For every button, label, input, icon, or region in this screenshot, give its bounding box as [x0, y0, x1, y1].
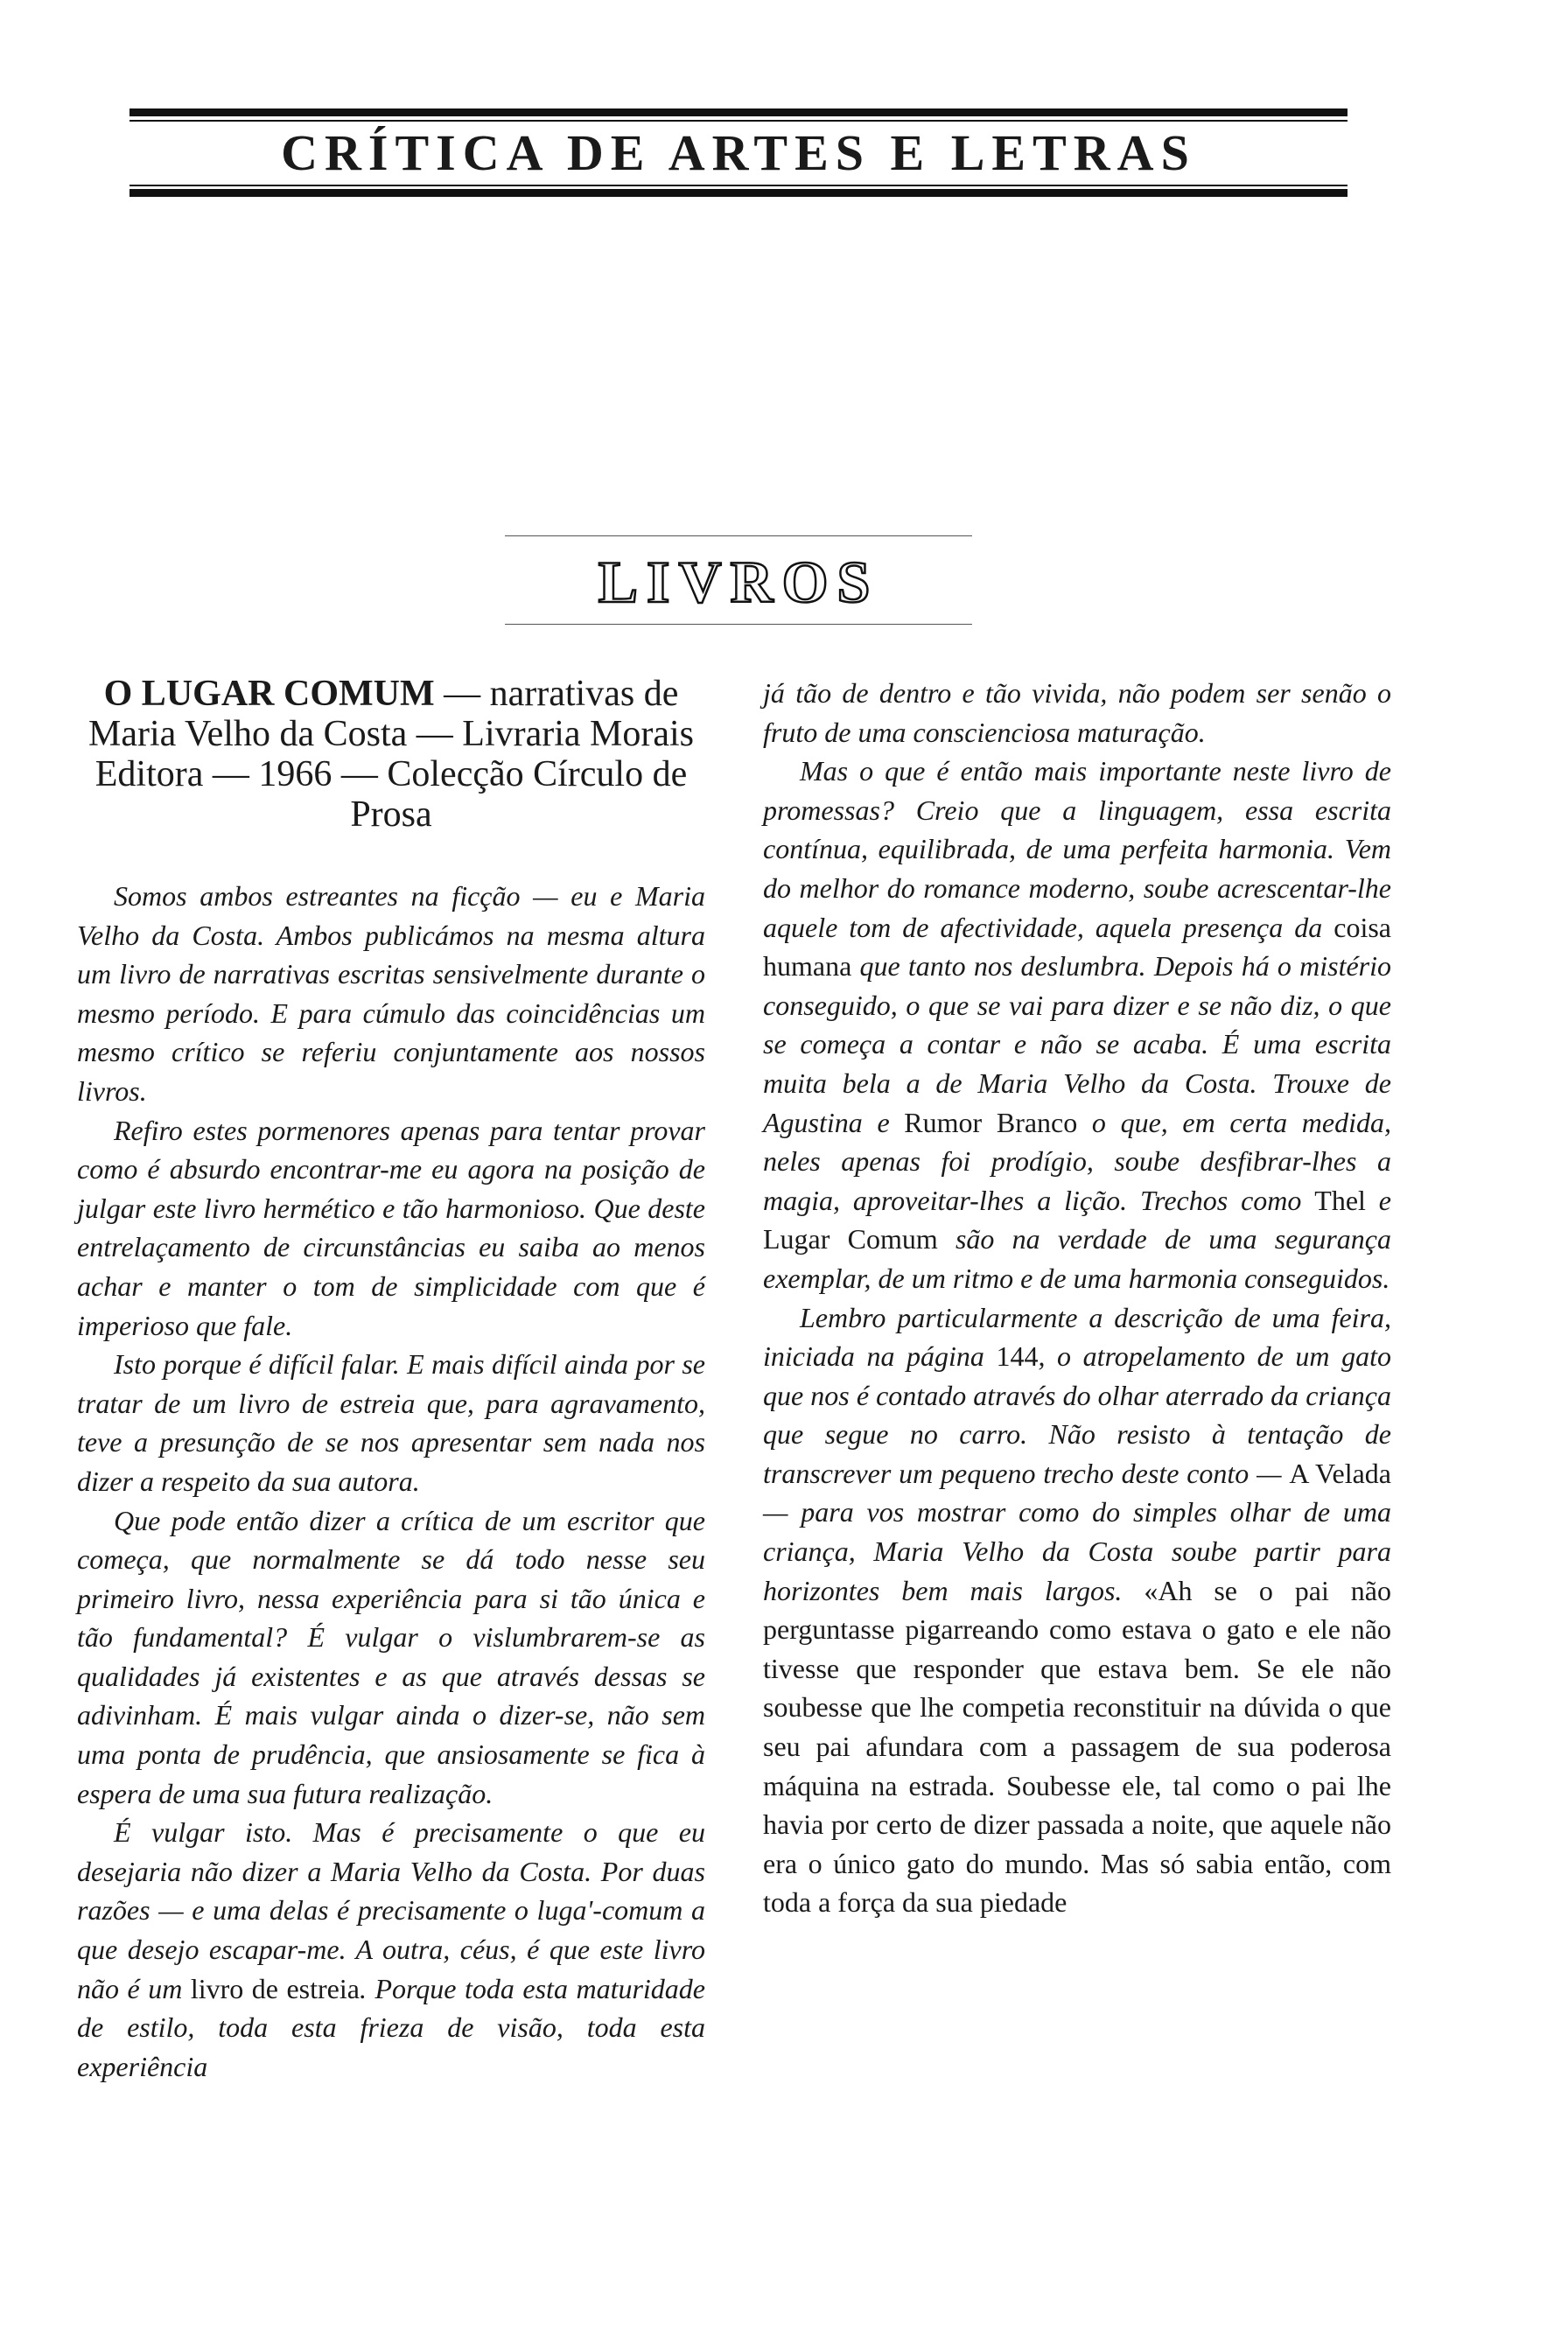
- right-column: [763, 674, 1391, 1922]
- text-run: são na verdade de uma segurança exemplar, de um ritmo e de uma harmonia conseguidos.: [763, 1223, 1392, 1294]
- text-run-roman: A Velada: [1289, 1457, 1392, 1489]
- paragraph: [77, 1813, 705, 2086]
- text-run: É vulgar isto. Mas é precisamente o que eu desejaria não dizer a Maria Velho da Costa. Por duas razões — e uma delas é precisamente o luga'-comum a que desejo escapar-me. A outra, céus, é que este livro não é um: [77, 1816, 705, 2004]
- text-run: Lembro particularmente a descrição de uma feira, iniciada na página: [763, 1301, 1391, 1373]
- text-run: o que, em certa medida, neles apenas foi prodígio, soube desfibrar-lhes a magia, aproveitar-lhes a lição. Trechos como: [763, 1106, 1391, 1216]
- paragraph: [763, 1298, 1391, 1923]
- masthead-rule-top-thin: [130, 120, 1348, 122]
- section-rule-bottom: [505, 624, 972, 625]
- text-run-roman: Lugar Comum: [763, 1223, 938, 1255]
- paragraph: já tão de dentro e tão vivida, não podem ser senão o fruto de uma conscienciosa maturação.: [763, 677, 1391, 748]
- text-run: Mas o que é então mais importante neste livro de promessas? Creio que a linguagem, essa escrita contínua, equilibrada, de uma perfeita harmonia. Vem do melhor do romance moderno, soube acrescentar-lhe aquele tom de afectividade, aquela presença da: [763, 755, 1391, 943]
- quotation: «Ah se o pai não perguntasse pigarreando como estava o gato e ele não tivesse que responder que estava bem. Se ele não soubesse que lhe competia reconstituir na dúvida o que seu pai afundara com a passagem de sua poderosa máquina na estrada. Soubesse ele, tal como o pai lhe havia por certo de dizer passada a noite, que aquele não era o único gato do mundo. Mas só sabia então, com toda a força da sua piedade: [763, 1574, 1391, 1919]
- text-run: , o atropelamento de um gato que nos é contado através do olhar aterrado da criança que segue no carro. Não resisto à tentação de transcrever um pequeno trecho deste conto —: [763, 1340, 1392, 1489]
- text-run-roman: 144: [996, 1340, 1039, 1373]
- text-run: que tanto nos deslumbra. Depois há o mistério conseguido, o que se vai para dizer e se não diz, o que se começa a contar e não se acaba. É uma escrita muita bela a de Maria Velho da Costa. Trouxe de Agustina e: [763, 950, 1391, 1138]
- paragraph: Que pode então dizer a crítica de um escritor que começa, que normalmente se dá todo nesse seu primeiro livro, nessa experiência para si tão única e tão fundamental? É vulgar o vislumbrarem-se as qualidades já existentes e as que através dessas se adivinham. É mais vulgar ainda o dizer-se, não sem uma ponta de prudência, que ansiosamente se fica à espera de uma sua futura realização.: [77, 1504, 705, 1809]
- masthead-rule-top: [130, 108, 1348, 116]
- paragraph: [763, 752, 1391, 1297]
- section-title: LIVROS: [598, 549, 879, 615]
- book-title: O LUGAR COMUM: [103, 674, 435, 714]
- paragraph: Refiro estes pormenores apenas para tentar provar como é absurdo encontrar-me eu agora na posição de julgar este livro hermético e tão harmonioso. Que deste entrelaçamento de circunstâncias eu saiba ao menos achar e manter o tom de simplicidade com que é imperioso que fale.: [77, 1114, 705, 1341]
- masthead-rule-bottom: [130, 189, 1348, 197]
- paragraph: Somos ambos estreantes na ficção — eu e Maria Velho da Costa. Ambos publicámos na mesma altura um livro de narrativas escritas sensivelmente durante o mesmo período. E para cúmulo das coincidências um mesmo crítico se referiu conjuntamente aos nossos livros.: [77, 880, 705, 1107]
- text-run: — para vos mostrar como do simples olhar de uma criança, Maria Velho da Costa soube partir para horizontes bem mais largos.: [763, 1496, 1391, 1606]
- masthead-title: CRÍTICA DE ARTES E LETRAS: [281, 124, 1196, 181]
- text-run-roman: livro de estreia: [190, 1972, 360, 2004]
- masthead-rule-bottom-thin: [130, 185, 1348, 186]
- book-details: — narrativas de Maria Velho da Costa — Livraria Morais Editora — 1966 — Colecção Círculo de Prosa: [88, 674, 695, 835]
- left-column: [77, 674, 705, 2086]
- text-run-roman: Thel: [1314, 1184, 1366, 1216]
- text-run-roman: coisa humana: [763, 911, 1391, 983]
- paragraph: Isto porque é difícil falar. E mais difícil ainda por se tratar de um livro de estreia que, para agravamento, teve a presunção de se nos apresentar sem nada nos dizer a respeito da sua autora.: [77, 1348, 705, 1497]
- text-run-roman: Rumor Branco: [904, 1106, 1078, 1138]
- text-run: . Porque toda esta maturidade de estilo, toda esta frieza de visão, toda esta experiência: [77, 1972, 706, 2082]
- section-rule-top: [505, 535, 972, 536]
- text-run: e: [1365, 1184, 1391, 1216]
- review-heading: [77, 674, 705, 835]
